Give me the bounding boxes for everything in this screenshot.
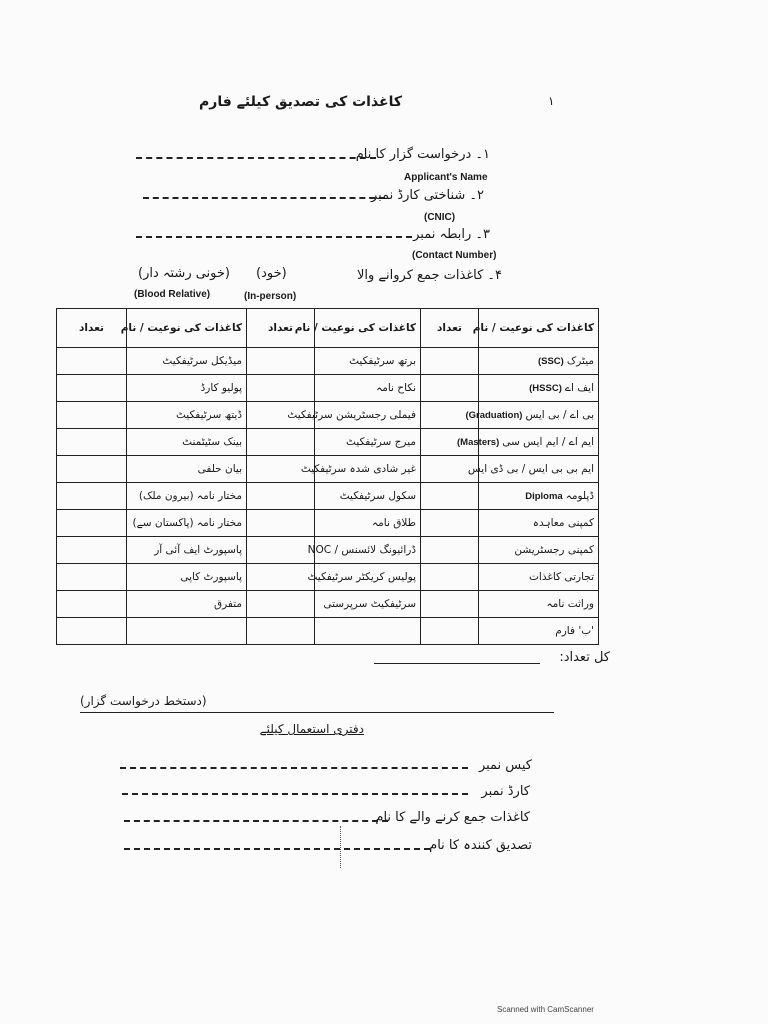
count-cell[interactable] <box>421 537 479 564</box>
count-cell[interactable] <box>247 348 315 375</box>
count-cell[interactable] <box>57 591 127 618</box>
document-type-cell: ڈرائیونگ لائسنس / NOC <box>315 537 421 564</box>
verifier-name-line[interactable] <box>124 848 430 850</box>
document-type-cell: کمپنی معاہدہ <box>479 510 599 537</box>
document-type-cell: میرج سرٹیفکیٹ <box>315 429 421 456</box>
count-cell[interactable] <box>421 618 479 645</box>
case-number-line[interactable] <box>120 767 468 769</box>
table-row <box>57 456 599 483</box>
contact-number-english: (Contact Number) <box>412 250 497 261</box>
count-cell[interactable] <box>247 375 315 402</box>
document-type-cell: بیان حلفی <box>127 456 247 483</box>
table-row <box>57 402 599 429</box>
table-row <box>57 564 599 591</box>
count-cell[interactable] <box>421 348 479 375</box>
applicant-signature-label: (دستخط درخواست گزار) <box>80 694 207 708</box>
document-type-cell: بینک سٹیٹمنٹ <box>127 429 247 456</box>
total-count-line[interactable] <box>374 663 540 664</box>
document-type-cell: ڈیتھ سرٹیفکیٹ <box>127 402 247 429</box>
verifier-name-label: تصدیق کنندہ کا نام <box>429 838 532 853</box>
card-number-label: کارڈ نمبر <box>481 784 530 799</box>
document-english-tag: Diploma <box>525 491 563 502</box>
document-type-cell: پاسپورٹ کاپی <box>127 564 247 591</box>
document-english-tag: (Masters) <box>457 437 500 448</box>
count-cell[interactable] <box>247 510 315 537</box>
document-type-cell: فیملی رجسٹریشن سرٹیفکیٹ <box>315 402 421 429</box>
table-row <box>57 591 599 618</box>
count-cell[interactable] <box>421 375 479 402</box>
count-cell[interactable] <box>57 618 127 645</box>
contact-number-line[interactable] <box>136 236 412 238</box>
document-type-cell: طلاق نامہ <box>315 510 421 537</box>
table-row <box>57 375 599 402</box>
document-type-cell: 'ب' فارم <box>479 618 599 645</box>
in-person-urdu: (خود) <box>256 266 287 281</box>
count-cell[interactable] <box>421 510 479 537</box>
document-type-cell: ایف اے(HSSC) <box>479 375 599 402</box>
count-cell[interactable] <box>57 429 127 456</box>
document-type-cell: وراثت نامہ <box>479 591 599 618</box>
header-type-2: کاغذات کی نوعیت / نام <box>315 309 421 348</box>
document-type-cell: سکول سرٹیفکیٹ <box>315 483 421 510</box>
count-cell[interactable] <box>247 564 315 591</box>
count-cell[interactable] <box>57 483 127 510</box>
document-type-cell: ڈپلومہDiploma <box>479 483 599 510</box>
document-type-cell: پاسپورٹ ایف آئی آر <box>127 537 247 564</box>
table-row <box>57 483 599 510</box>
count-cell[interactable] <box>57 564 127 591</box>
applicant-signature-line[interactable] <box>80 712 554 713</box>
document-type-cell: ایم اے / ایم ایس سی(Masters) <box>479 429 599 456</box>
count-cell[interactable] <box>247 618 315 645</box>
blood-relative-urdu: (خونی رشتہ دار) <box>138 266 231 281</box>
count-cell[interactable] <box>421 591 479 618</box>
document-english-tag: (HSSC) <box>529 383 562 394</box>
count-cell[interactable] <box>247 483 315 510</box>
document-type-cell: سرٹیفکیٹ سرپرستی <box>315 591 421 618</box>
cnic-label: ۲۔ شناختی کارڈ نمبر <box>370 188 484 203</box>
table-row <box>57 348 599 375</box>
table-header-row <box>57 309 599 348</box>
document-type-cell: پولیس کریکٹر سرٹیفکیٹ <box>315 564 421 591</box>
applicant-name-line[interactable] <box>136 157 376 159</box>
document-type-cell: بی اے / بی ایس(Graduation) <box>479 402 599 429</box>
count-cell[interactable] <box>247 591 315 618</box>
contact-number-label: ۳۔ رابطہ نمبر <box>413 227 490 242</box>
document-type-cell: نکاح نامہ <box>315 375 421 402</box>
page-title: کاغذات کی تصدیق کیلئے فارم <box>199 94 402 110</box>
header-count-2: تعداد <box>247 309 315 348</box>
cnic-english: (CNIC) <box>424 212 456 223</box>
card-number-line[interactable] <box>122 793 468 795</box>
table-row <box>57 510 599 537</box>
document-type-cell: تجارتی کاغذات <box>479 564 599 591</box>
count-cell[interactable] <box>421 564 479 591</box>
header-count-3: تعداد <box>57 309 127 348</box>
header-count-1: تعداد <box>421 309 479 348</box>
submitter-name-label: کاغذات جمع کرنے والے کا نام <box>375 810 530 825</box>
document-type-cell <box>127 618 247 645</box>
count-cell[interactable] <box>57 456 127 483</box>
document-type-cell: برتھ سرٹیفکیٹ <box>315 348 421 375</box>
submitter-name-line[interactable] <box>124 820 388 822</box>
count-cell[interactable] <box>57 402 127 429</box>
page-mark: ١ <box>548 94 555 108</box>
in-person-english: (In-person) <box>244 291 297 302</box>
document-type-cell: پولیو کارڈ <box>127 375 247 402</box>
document-english-tag: (Graduation) <box>465 410 523 421</box>
document-type-cell: مختار نامہ (پاکستان سے) <box>127 510 247 537</box>
count-cell[interactable] <box>421 483 479 510</box>
document-type-cell: متفرق <box>127 591 247 618</box>
applicant-name-english: Applicant's Name <box>404 172 488 183</box>
table-row <box>57 429 599 456</box>
table-row <box>57 537 599 564</box>
table-row <box>57 618 599 645</box>
document-type-cell: ایم بی بی ایس / بی ڈی ایس <box>479 456 599 483</box>
document-english-tag: (SSC) <box>537 356 564 367</box>
header-type-3: کاغذات کی نوعیت / نام <box>127 309 247 348</box>
cnic-line[interactable] <box>143 197 385 199</box>
document-type-cell: میڈیکل سرٹیفکیٹ <box>127 348 247 375</box>
count-cell[interactable] <box>247 429 315 456</box>
submitter-label: ۴۔ کاغذات جمع کروانے والا <box>356 268 502 283</box>
count-cell[interactable] <box>57 348 127 375</box>
scan-artifact <box>340 826 342 868</box>
documents-table <box>56 308 599 645</box>
case-number-label: کیس نمبر <box>478 758 532 773</box>
blood-relative-english: (Blood Relative) <box>134 289 211 300</box>
camscanner-watermark: Scanned with CamScanner <box>497 1005 594 1014</box>
document-type-cell: میٹرک(SSC) <box>479 348 599 375</box>
count-cell[interactable] <box>57 510 127 537</box>
count-cell[interactable] <box>247 537 315 564</box>
office-use-heading: دفتری استعمال کیلئے <box>259 722 364 736</box>
document-type-cell: غیر شادی شدہ سرٹیفکیٹ <box>315 456 421 483</box>
count-cell[interactable] <box>57 537 127 564</box>
total-count-label: کل تعداد: <box>559 650 610 665</box>
count-cell[interactable] <box>57 375 127 402</box>
document-type-cell <box>315 618 421 645</box>
document-type-cell: کمپنی رجسٹریشن <box>479 537 599 564</box>
header-type-1: کاغذات کی نوعیت / نام <box>479 309 599 348</box>
applicant-name-label: ۱۔ درخواست گزار کا نام <box>355 147 490 162</box>
document-type-cell: مختار نامہ (بیرون ملک) <box>127 483 247 510</box>
